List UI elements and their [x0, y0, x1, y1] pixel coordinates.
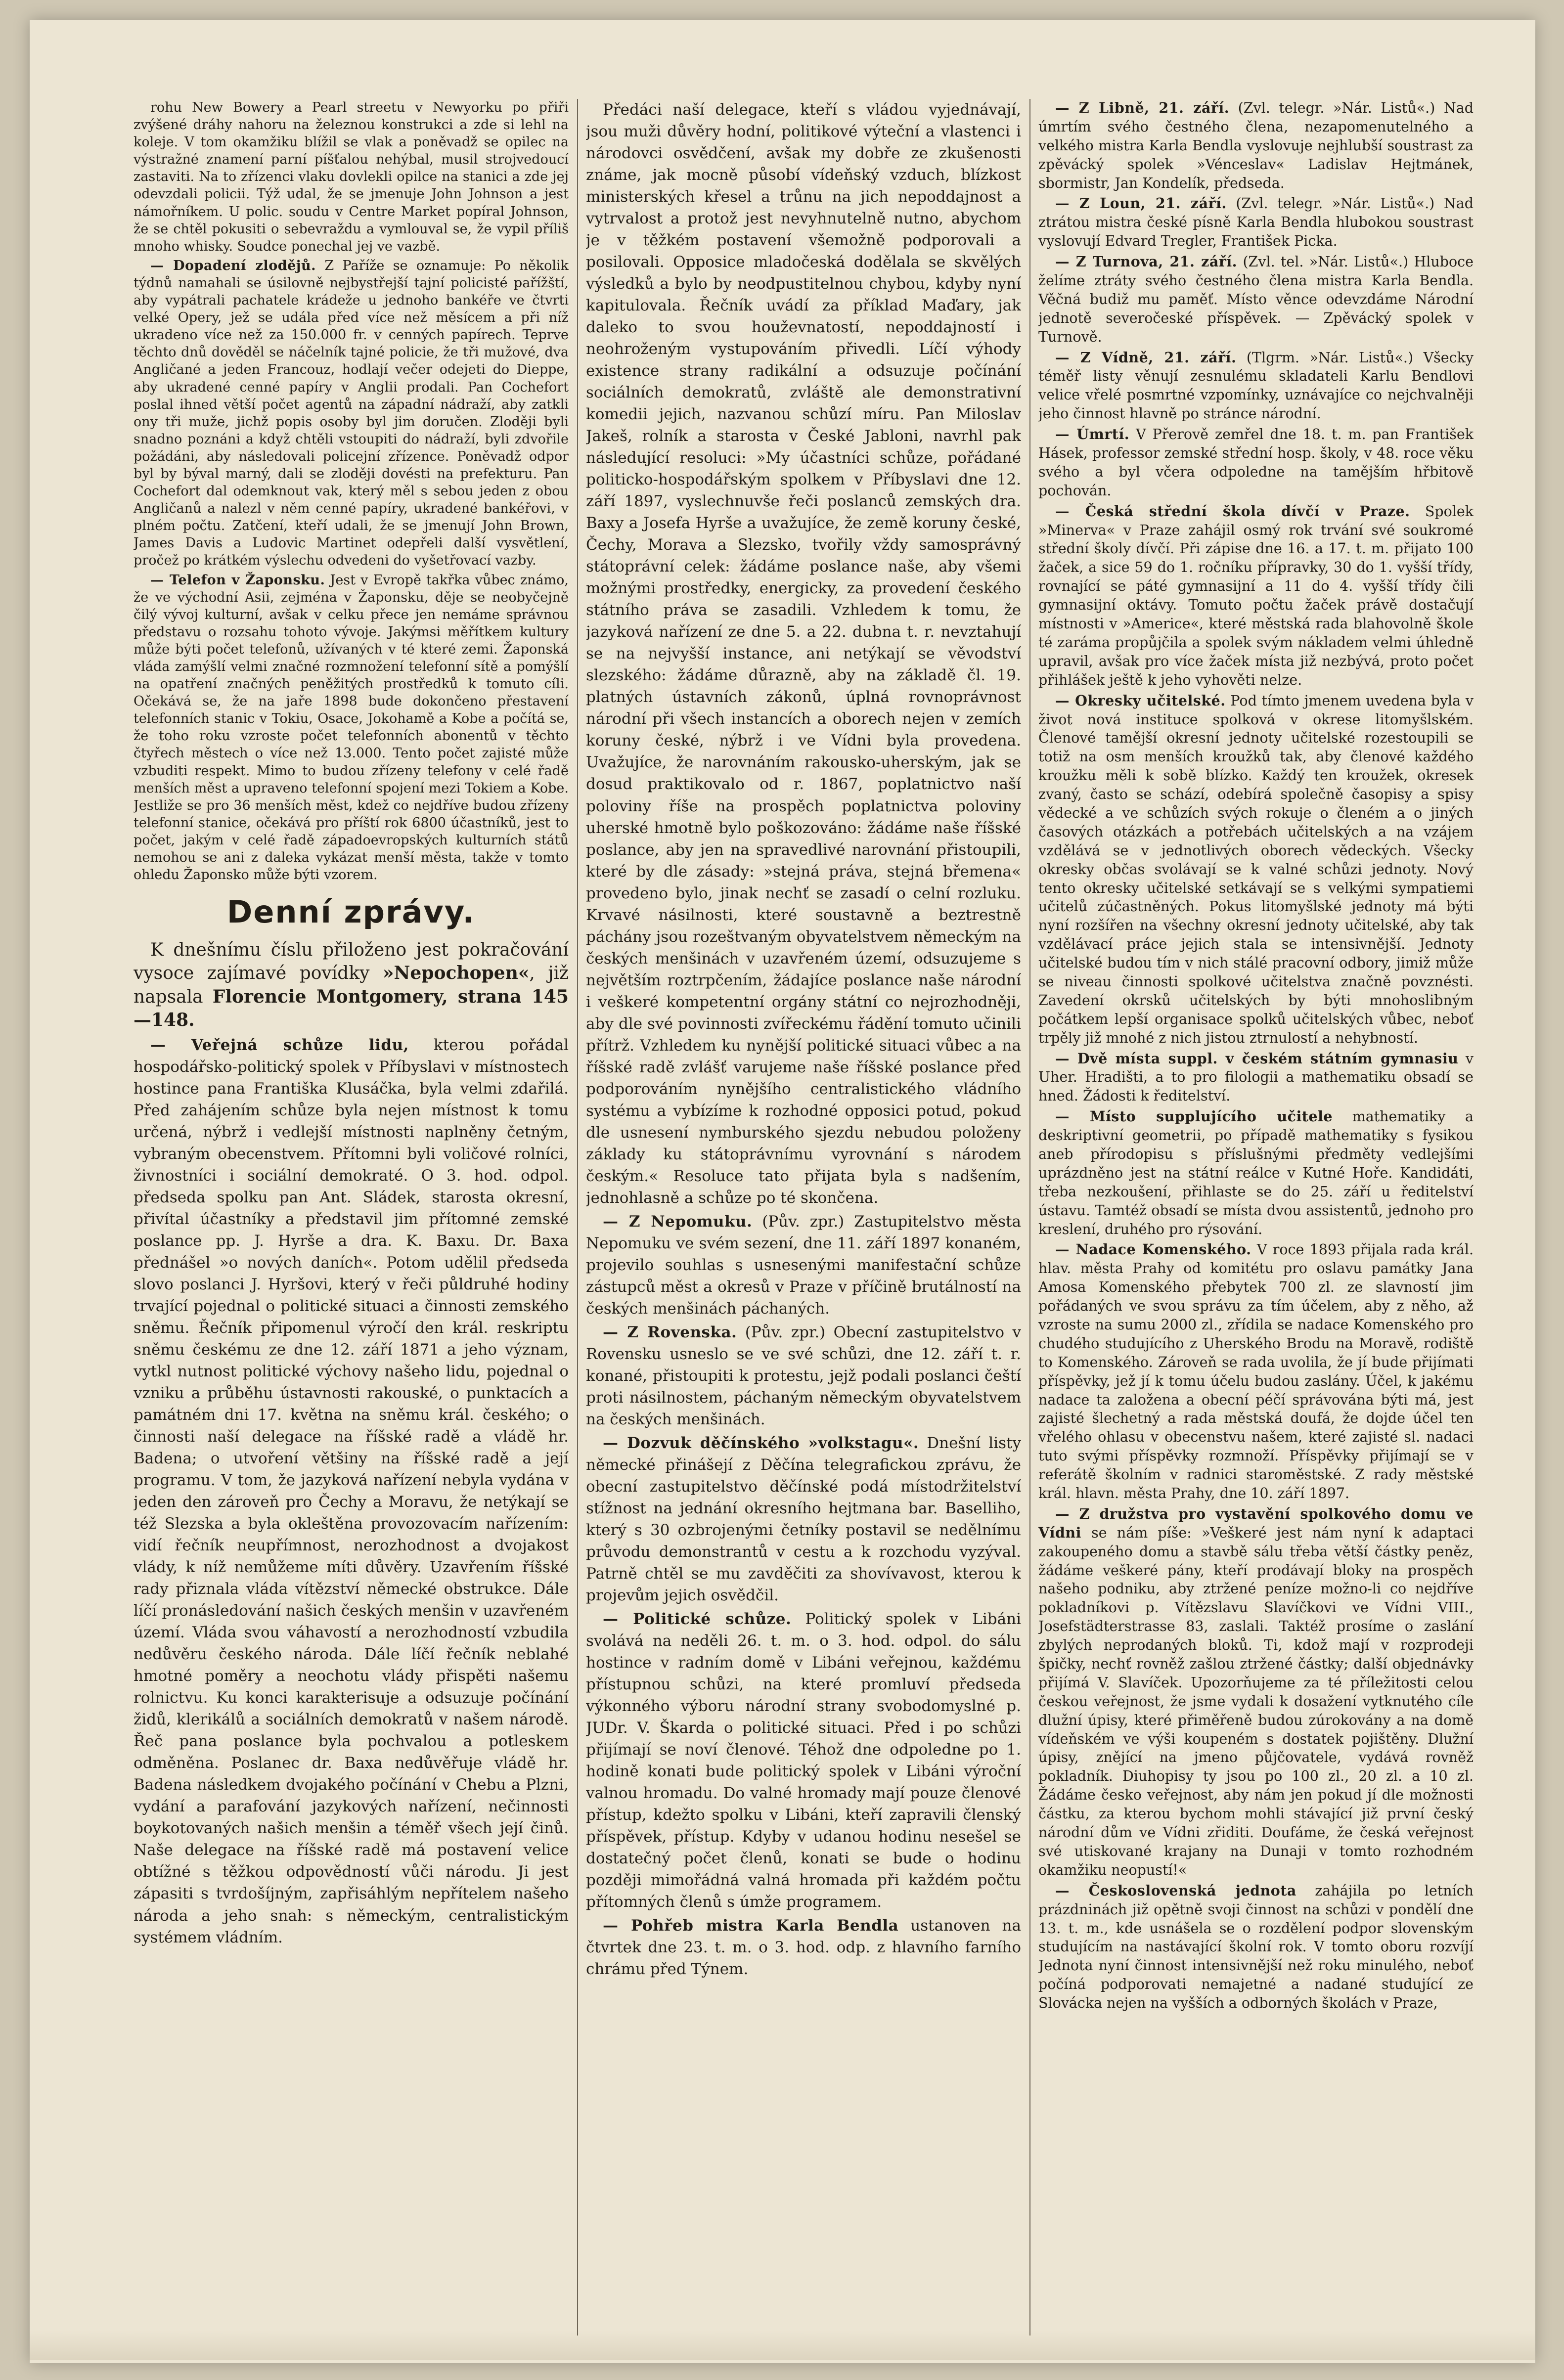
article-text: (Pův. zpr.) Obecní zastupitelstvo v Rovensku usneslo se ve své schůzi, dne 12. září t. r. konané, přistoupiti k protestu, jejž podali poslanci čeští proti násilnostem, páchaným německým obyvatelstvem na českých menšinách. [586, 1323, 1021, 1428]
article-heading: — Nadace Komenského. [1055, 1241, 1251, 1258]
article-heading: — Dvě místa suppl. v českém státním gymnasiu [1055, 1050, 1459, 1067]
lead-paragraph [134, 938, 569, 1032]
article-heading: — Veřejná schůze lidu, [150, 1036, 409, 1054]
column-middle [586, 99, 1021, 2345]
article-heading: — Okresky učitelské. [1055, 692, 1226, 709]
article-paragraph [586, 1608, 1021, 1913]
article-paragraph [1038, 349, 1474, 424]
article-text: (Zvl. telegr. »Nár. Listů«.) Nad ztrátou mistra české písně Karla Bendla hlubokou soustrast vyslovují Edvard Tregler, František Picka. [1038, 195, 1474, 250]
article-paragraph [1038, 1050, 1474, 1106]
column-right [1038, 99, 1474, 2345]
column-rule [1029, 99, 1030, 2336]
lead-text: , již napsala [134, 963, 569, 1007]
article-text: v Uher. Hradišti, a to pro filologii a mathematiku obsadí se hned. Žádosti k ředitelství. [1038, 1050, 1474, 1104]
article-text: se nám píše: »Veškeré jest nám nyní k adaptaci zakoupeného domu a stavbě sálu třeba větší částky peněz, žádáme veškeré pány, kteří prodávají bloky na prospěch našeho podniku, aby ztržené peníze možno-li co nejdříve pokladníkovi p. Vítězslavu Slavíčkovi ve Vídni VIII., Josefstädterstrasse 83, zaslali. Taktéž prosíme o zaslání zbylých neprodaných bloků. Ti, kdož mají v rozprodeji špičky, nechť rovněž zašlou ztržené částky; další objednávky přijímá V. Slavíček. Upozorňujeme za té příležitosti celou českou veřejnost, že jsme vydali k dosažení vytknutého cíle dlužní úpisy, které přiměřeně budou zúrokovány a na domě vídeňském ve výši koupeném s dostatek pojištěny. Dlužní úpisy, znějící na jmeno půjčovatele, vydává rovněž pokladník. Diuhopisy ty jsou po 100 zl., 20 zl. a 10 zl. Žádáme česko veřejnost, aby nám jen pokud jí dle možnosti částku, za kterou bychom mohli stávající již první český národní dům ve Vídni zřiditi. Doufáme, že česká veřejnost své utiskované krajany na Dunaji v tomto rozhodném okamžiku neopustí!« [1038, 1524, 1474, 1878]
article-heading: — Česká střední škola dívčí v Praze. [1055, 502, 1410, 520]
article-paragraph [134, 572, 569, 884]
article-paragraph [586, 1432, 1021, 1606]
article-text: zahájila po letních prázdninách již opětně svoji činnost na schůzi v pondělí dne 13. t. m., kde usnášela se o rozdělení podpor slovenským studujícím na nastávající školní rok. V tomto oboru rozvíjí Jednota nyní činnost intensivnější než roku minulého, neboť počíná podporovati nemajetné a nadané studující ze Slovácka nejen na vyšších a odborných školách v Praze, [1038, 1882, 1474, 2012]
article-heading: — Z Nepomuku. [603, 1212, 753, 1231]
article-heading: — Z Rovenska. [603, 1323, 737, 1341]
article-paragraph: rohu New Bowery a Pearl streetu v Newyorku po přiři zvýšené dráhy nahoru na železnou konstrukci a zde si lehl na koleje. V tom okamžiku blížil se vlak a poněvadž se opilec na výstražné znamení parní píšťalou nehýbal, musil strojvedoucí zastaviti. Na to zřízenci vlaku dovlekli opilce na stanici a zde jej odevzdali policii. Týž udal, že se jmenuje John Johnson a jest námořníkem. U polic. soudu v Centre Market popíral Johnson, že se chtěl pokusiti o sebevraždu a vymlouval se, že vypil příliš mnoho whisky. Soudce ponechal jej ve vazbě. [134, 100, 569, 254]
article-text: (Pův. zpr.) Zastupitelstvo města Nepomuku ve svém sezení, dne 11. září 1897 konaném, projevilo souhlas s usnesenými manifestační schůze zástupců měst a okresů v Praze v příčině brutálností na českých menšinách páchaných. [586, 1212, 1021, 1318]
article-text: (Zvl. telegr. »Nár. Listů«.) Nad úmrtím svého čestného člena, nezapomenutelného a velkého mistra Karla Bendla vyslovuje nejhlubší soustrast za zpěvácký spolek »Vénceslav« Ladislav Hejtmánek, sbormistr, Jan Kondelík, předseda. [1038, 100, 1474, 191]
article-text: Spolek »Minerva« v Praze zahájil osmý rok trvání své soukromé střední školy dívčí. Při zápise dne 16. a 17. t. m. přijato 100 žaček, a sice 59 do 1. ročníku přípravky, 30 do 1. vyšší třídy, rovnající se páté gymnasijní a 11 do 4. vyšší třídy čili gymnasijní oktávy. Tomuto počtu žaček právě dostačují místnosti v »Americe«, které městská rada blahovolně škole té zaráma propůjčila a spolek svým nákladem velmi úhledně upravil, avšak pro více žaček místa již nezbývá, proto počet přihlášek ještě k jeho vyhověti nelze. [1038, 503, 1474, 688]
article-text: V roce 1893 přijala rada král. hlav. města Prahy od komitétu pro oslavu památky Jana Amosa Komenského přebytek 700 zl. ze slavností jim pořádaných ve svou správu za tím účelem, aby z něho, až vzroste na sumu 2000 zl., zřídila se nadace Komenského pro chudého studujícího z Uherského Brodu na Moravě, rodiště to Komenského. Zároveň se rada uvolila, že jí bude přijímati příspěvky, jež jí k tomu účelu budou zaslány. Účel, k jakému nadace ta založena a obecní péčí správována býti má, jest zajisté šlechetný a rada městská doufá, že dojde účel ten vřelého ohlasu v obecenstvu našem, které zajisté sl. nadaci tuto svými příspěvky rozmnoží. Příspěvky přijímají se v referátě školním v radnici staroměstské. Z rady městské král. hlavn. města Prahy, dne 10. září 1897. [1038, 1241, 1474, 1502]
column-left [134, 99, 569, 2345]
article-text: Pod tímto jmenem uvedena byla v život nová instituce spolková v okrese litomyšlském. Členové tamější okresní jednoty učitelské rozestoupili se totiž na osm menších kroužků tak, aby členové každého kroužku měli k sobě blízko. Každý ten kroužek, okresek zvaný, často se schází, odebírá společně časopisy a spisy vědecké a ve schůzích svých rokuje o členém a o jiných časových otázkách a potřebách učitelských a na vzájem vzdělává se v jednotlivých oborech vědeckých. Všecky okresky občas svolávají se k valné schůzi jednoty. Nový tento okresky učitelské setkávají se s velkými sympatiemi učitelů zúčastněných. Pokus litomyšlské jednoty má býti nyní rozšířen na všechny okresní jednoty učitelské, aby tak vzdělávací práce jejich stala se intensivnější. Jednoty učitelské budou tím v nich stálé pracovní odbory, jimiž může se niveau činnosti spolkové učitelstva značně povznésti. Zavedení okrsků učitelských by býti mnohoslibným počátkem lepší organisace spolků učitelských vůbec, neboť trpěly již mnohé z nich jistou ztrnulostí a nehybností. [1038, 692, 1474, 1046]
article-heading: — Z Turnova, 21. září. [1055, 253, 1238, 270]
article-text: Politický spolek v Libáni svolává na neděli 26. t. m. o 3. hod. odpol. do sálu hostince v radním domě v Libáni veřejnou, každému přístupnou schůzi, na které promluví předseda výkonného výboru národní strany svobodomyslné p. JUDr. V. Škarda o politické situaci. Před i po schůzi přijímají se noví členové. Téhož dne odpoledne po 1. hodině konati bude politický spolek v Libáni výroční valnou hromadu. Do valné hromady mají pouze členové přístup, kdežto spolku v Libáni, kteří zapravili členský příspěvek, přístup. Kdyby v udanou hodinu nesešel se dostatečný počet členů, konati se bude o hodinu později mimořádná valná hromada při každém počtu přítomných členů s úmže programem. [586, 1610, 1021, 1911]
article-paragraph [586, 1211, 1021, 1320]
article-paragraph [1038, 194, 1474, 251]
article-heading: — Z Libně, 21. září. [1055, 99, 1230, 116]
column-rule [577, 99, 578, 2336]
article-paragraph [1038, 692, 1474, 1048]
section-title: Denní zprávy. [226, 894, 476, 930]
article-paragraph [586, 1322, 1021, 1430]
article-heading: — Úmrtí. [1055, 426, 1130, 443]
article-text: Dnešní listy německé přinášejí z Děčína telegrafickou zprávu, že obecní zastupitelstvo děčínské podá místodržitelství stížnost na jednání okresního hejtmana bar. Baselliho, který s 30 ozbrojenými četníky postavil se nedělnímu průvodu demonstrantů v cestu a k rozchodu vyzýval. Patrně chtěl se mu zavděčiti za shovívavost, kterou k projevům jejich osvědčil. [586, 1434, 1021, 1605]
article-heading: — Z Vídně, 21. září. [1055, 349, 1237, 366]
article-text: (Tlgrm. »Nár. Listů«.) Všecky téměř listy věnují zesnulému skladateli Karlu Bendlovi velice vřelé posmrtné vzpomínky, uznávajíce co nejchvalněji jeho činnost hlavně po stránce národní. [1038, 349, 1474, 422]
article-text: ustanoven na čtvrtek dne 23. t. m. o 3. hod. odp. z hlavního farního chrámu před Týnem. [586, 1917, 1021, 1979]
article-heading: — Z družstva pro vystavění spolkového domu ve Vídni [1038, 1505, 1474, 1541]
article-heading: — Dopadení zlodějů. [150, 258, 316, 273]
article-paragraph [1038, 253, 1474, 346]
lead-text: K dnešnímu číslu přiloženo jest pokračování vysoce zajímavé povídky [134, 939, 569, 984]
article-text: Z Paříže se oznamuje: Po několik týdnů namahali se úsilovně nejbystřejší tajní policisté pařížští, aby vypátrali pachatele krádeže u jednoho bankéře ve čtvrti velké Opery, jež se udála před více než měsícem a při níž ukradeno více než za 150.000 fr. v cenných papírech. Teprve těchto dnů dověděl se náčelník tajné policie, že tři mužové, dva Angličané a jeden Francouz, hodlají večer odejeti do Dieppe, aby ukradené cenné papíry v Anglii prodali. Pan Cochefort poslal ihned větší počet agentů na západní nádraží, aby zatkli ony tři muže, jichž popis osoby byl jim doručen. Zloději byli snadno poznáni a když chtěli vstoupiti do nádraží, byli zdvořile požádáni, aby následovali policejní zřízence. Poněvadž odpor byl by býval marný, dali se zloději dovésti na prefekturu. Pan Cochefort dal odemknout vak, který měl s sebou jeden z obou Angličanů a nalezl v něm cenné papíry, ukradené bankéřovi, v plném počtu. Zatčení, kteří udali, že se jmenují John Brown, James Davis a Ludovic Martinet odepřeli další vysvětlení, pročež po krátkém výslechu odvedeni do vyšetřovací vazby. [134, 258, 569, 569]
article-text: V Přerově zemřel dne 18. t. m. pan František Hásek, professor zemské střední hosp. školy, v 48. roce věku svého a byl včera odpoledne na tamějším hřbitově pochován. [1038, 426, 1474, 499]
article-heading: — Dozvuk děčínského »volkstagu«. [603, 1434, 919, 1452]
article-paragraph [1038, 1505, 1474, 1880]
article-paragraph [1038, 425, 1474, 500]
article-paragraph [134, 1034, 569, 1948]
lead-author: Florencie Montgomery, strana 145—148. [134, 986, 569, 1031]
article-text: mathematiky a deskriptivní geometrii, po případě mathematiky s fysikou aneb přírodopisu s příslušnými předměty vedlejšími uprázdněno jest na státní reálce v Kutné Hoře. Kandidáti, třeba nezkoušení, přihlaste se do 25. září u ředitelství ústavu. Tamtéž obsadí se místa dvou assistentů, jednoho pro kreslení, druhého pro rýsování. [1038, 1108, 1474, 1237]
article-paragraph [1038, 99, 1474, 192]
article-paragraph [1038, 1107, 1474, 1238]
article-heading: — Místo supplujícího učitele [1055, 1108, 1333, 1125]
article-paragraph [1038, 1240, 1474, 1502]
article-heading: — Pohřeb mistra Karla Bendla [603, 1917, 899, 1935]
lead-novel-title: »Nepochopen« [383, 963, 530, 984]
article-heading: — Československá jednota [1055, 1882, 1296, 1899]
article-heading: — Politické schůze. [603, 1610, 792, 1629]
article-paragraph [1038, 502, 1474, 690]
article-text: (Zvl. tel. »Nár. Listů«.) Hluboce želíme ztráty svého čestného člena mistra Karla Bendla. Věčná budiž mu paměť. Místo věnce odevzdáme Národní jednotě severočeské příspěvek. — Zpěvácký spolek v Turnově. [1038, 254, 1474, 345]
article-paragraph [1038, 1882, 1474, 2013]
article-paragraph [586, 1915, 1021, 1980]
article-heading: — Z Loun, 21. září. [1055, 195, 1227, 212]
article-paragraph: Předáci naší delegace, kteří s vládou vyjednávají, jsou muži důvěry hodní, politikové výteční a vlastenci i národovci osvědčení, avšak my dobře ze zkušenosti známe, jak mocně působí vídeňský vzduch, blízkost ministerských křesel a trůnu na jich nepoddajnost a vytrvalost a protož jest nevyhnutelně nutno, abychom je v těžkém postavení všemožně podporovali a posilovali. Opposice mladočeská dodělala se skvělých výsledků a bylo by neodpustitelnou chybou, kdyby nyní kapitulovala. Řečník uvádí za příklad Maďary, jak daleko to svou houževnatostí, nepoddajností i neohroženým vystupováním přivedli. Líčí výhody existence strany radikální a odsuzuje počínání sociálních demokratů, zvláště ale demonstrativní komedii jejich, nazvanou schůzí míru. Pan Miloslav Jakeš, rolník a starosta v České Jabloni, navrhl pak následující resoluci: »My účastníci schůze, pořádané politicko-hospodářským spolkem v Příbyslavi dne 12. září 1897, vyslechnuvše řeči poslanců zemských dra. Baxy a Josefa Hyrše a uvažujíce, že země koruny české, Čechy, Morava a Slezsko, tvořily vždy samosprávný státoprávní celek: žádáme poslance naše, aby všemi možnými prostředky, energicky, za provedení českého státního práva se zasadili. Vzhledem k tomu, že jazyková nařízení ze dne 5. a 22. dubna t. r. nevztahují se na nejvyšší instance, ani netýkají se věvodství slezského: žádáme důrazně, aby na základě čl. 19. platných ústavních zákonů, úplná rovnoprávnost národní při všech instancích a oborech nejen v zemích koruny české, nýbrž i ve Vídni byla provedena. Uvažujíce, že narovnáním rakousko-uherským, jak se dosud praktikovalo od r. 1867, poplatnictvo naší poloviny říše na prospěch poplatnictva poloviny uherské hmotně bylo poškozováno: žádáme naše říšské poslance, aby jen na spravedlivé narovnání přistoupili, které by dle zásady: »stejná práva, stejná břemena« provedeno bylo, jinak nechť se zasadí o celní rozluku. Krvavé násilnosti, které soustavně a beztrestně páchány jsou rozeštvaným obyvatelstvem německým na českých menšinách v uzavřeném území, odsuzujeme s největším roztrpčením, žádajíce poslance naše národní i veškeré kompetentní orgány státní co nejrozhodněji, aby dle své povinnosti zvířeckému řádění tomuto učinili přítrž. Vzhledem ku nynější politické situaci vůbec a na říšské radě zvlášť varujeme naše říšské poslance před podporováním nynějšího centralistického vládního systému a vybízíme k rozhodné opposici potud, pokud dle usnesení nymburského sjezdu nebudou položeny základy ku státoprávnímu vyrovnání s národem českým.« Resoluce tato přijata byla s nadšením, jednohlasně a schůze po té skončena. [586, 101, 1021, 1207]
article-text: Jest v Evropě takřka vůbec známo, že ve východní Asii, zejména v Žaponsku, děje se neobyčejně čilý vývoj kulturní, avšak v celku přece jen nemáme správnou představu o rozsahu tohoto vývoje. Jakýmsi měřítkem kultury může býti počet telefonů, užívaných v té které zemi. Žaponská vláda zamýšlí velmi značné rozmnožení telefonní sítě a pomýšlí na opatření značných peněžitých prostředků k tomuto cíli. Očekává se, že na jaře 1898 bude dokončeno přestavení telefonních stanic v Tokiu, Osace, Jokohamě a Kobe a počítá se, že toho roku vzroste počet telefonních abonentů v těchto čtyřech městech o více než 13.000. Tento počet zajisté může vzbuditi respekt. Mimo to budou zřízeny telefony v celé řadě menších měst a upraveno telefonní spojení mezi Tokiem a Kobe. Jestliže se pro 36 menších měst, kdež co nejdříve budou zřízeny telefonní stanice, očekává pro příští rok 6800 účastníků, jest to počet, jakým v celé řadě západoevropských kulturních států nemohou se ani z daleka vykázat menší města, takže v tomto ohledu Žaponsko může býti vzorem. [134, 572, 569, 883]
article-heading: — Telefon v Žaponsku. [150, 572, 325, 588]
article-paragraph [134, 257, 569, 570]
article-text: kterou pořádal hospodářsko-politický spolek v Příbyslavi v místnostech hostince pana Františka Klusáčka, byla velmi zdařilá. Před zahájením schůze byla nejen místnost k tomu určená, nýbrž i vedlejší místnosti naplněny četným, vybraným obecenstvem. Přítomni byli voličové rolníci, živnostníci i sociální demokraté. O 3. hod. odpol. předseda spolku pan Ant. Sládek, starosta okresní, přivítal účastníky a představil jim přítomné zemské poslance pp. J. Hyrše a drа. K. Baxu. Dr. Baxa přednášel »o nových daních«. Potom udělil předseda slovo poslanci J. Hyršovi, který v řeči půldruhé hodiny trvající pojednal o politické situaci a činnosti zemského sněmu. Řečník připomenul výročí den král. reskriptu sněmu českému ze dne 12. září 1871 a jeho význam, vytkl nutnost politické výchovy našeho lidu, pojednal o vzniku a průběhu ústavnosti rakouské, o punktacích a památném dni 17. května na sněmu král. českého; o činnosti naší delegace na říšské radě a vládě hr. Badena; o utvoření většiny na říšské radě a její programu. V tom, že jazyková nařízení nebyla vydána v jeden den zároveň pro Čechy a Moravu, že netýkají se též Slezska a byla okleštěna provozovacím nařízením: vidí řečník neupřímnost, nerozhodnost a dvojakost vlády, k níž nemůžeme míti důvěry. Uzavřením říšské rady přiznala vláda vítězství německé obstrukce. Dále líčí pronásledování našich českých menšin v uzavřeném území. Vláda svou váhavostí a nerozhodností vzbudila nedůvěru českého národa. Dále líčí řečník neblahé hmotné poměry a neochotu vlády přispěti našemu rolnictvu. Ku konci karakterisuje a odsuzuje počínání židů, klerikálů a sociálních demokratů v našem národě. Řeč pana poslance byla pochvalou a potleskem odměněna. Poslanec dr. Baxa nedůvěřuje vládě hr. Badena následkem dvojakého počínání v Chebu a Plzni, vydání a parafování jazykových nařízení, nečinnosti boykotovaných našich menšin a téměř všech její činů. Naše delegace na říšské radě má postavení velice obtížné s těžkou odpovědností vůči národu. Ji jest zápasiti s tvrdošíjným, zapřisáhlým nepřítelem našeho národa a jeho snah: s německým, centralistickým systémem vládním. [134, 1036, 569, 1946]
